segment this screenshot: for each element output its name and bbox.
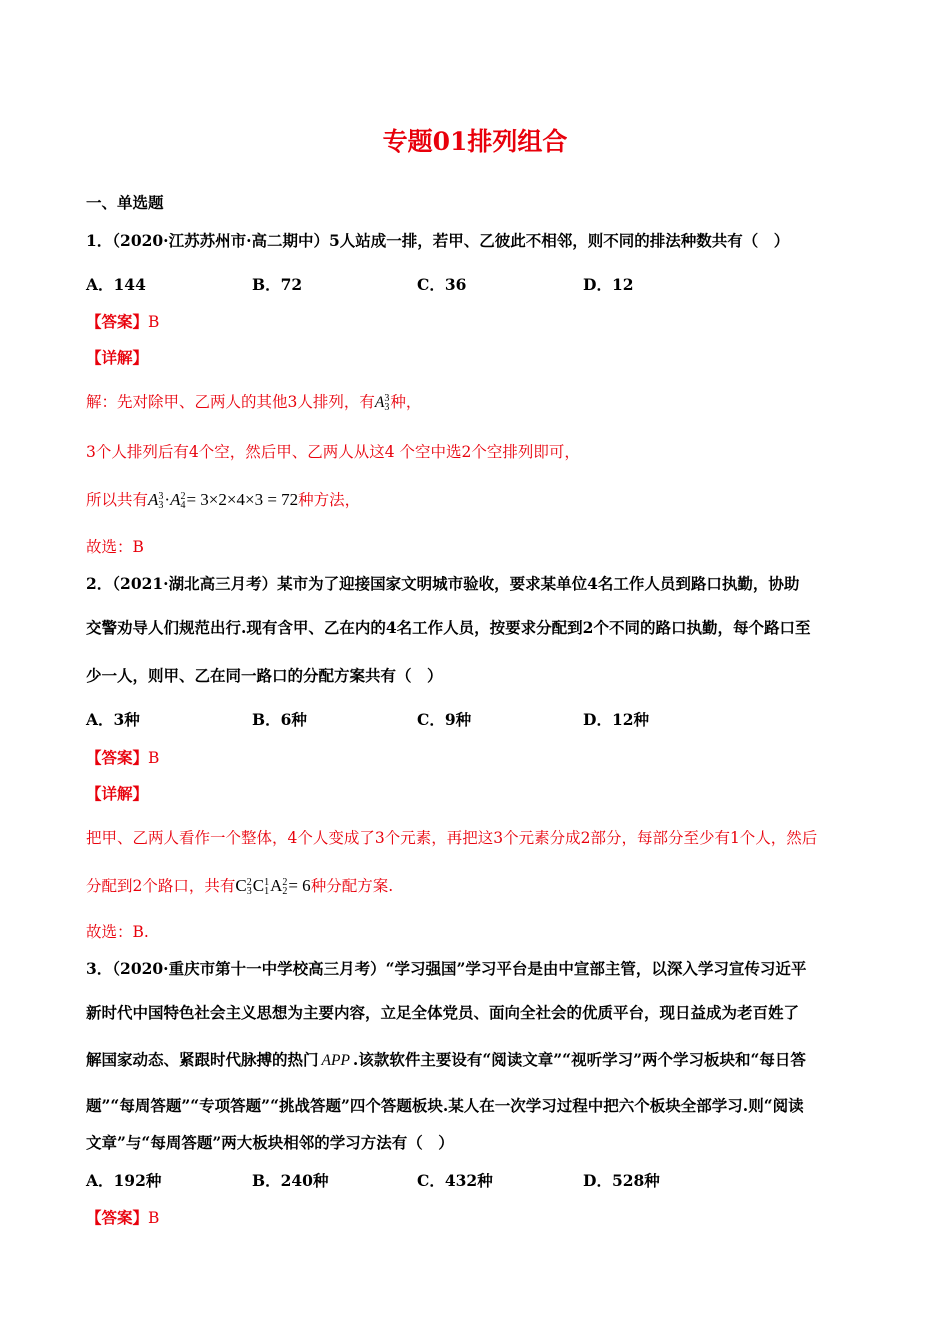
q2-stem-line1: 2．（2021·湖北高三月考）某市为了迎接国家文明城市验收，要求某单位4名工作人员到路口执勤，协助: [86, 574, 800, 593]
q1-sol1-text-end: 种，: [390, 393, 422, 411]
q3-app-math: APP: [321, 1052, 350, 1069]
q2-sol2-text-end: 种分配方案.: [310, 877, 394, 895]
q1-sol3-text: 所以共有: [86, 491, 149, 509]
q3-stem-line3: [86, 1048, 806, 1070]
q1-sol3-formula: A3 3·A2 4= 3×2×4×3 = 72: [148, 490, 299, 512]
q3-answer-value: B: [148, 1209, 160, 1227]
q3-option-b: B．240种: [252, 1171, 329, 1190]
q2-sol2-formula: C2 3C1 1A2 2= 6: [235, 876, 311, 898]
answer-label: 【答案】: [86, 1208, 149, 1227]
q1-option-d: D．12: [583, 275, 634, 294]
section-heading: 一、单选题: [86, 193, 164, 212]
q1-answer-value: B: [148, 313, 160, 331]
answer-label: 【答案】: [86, 312, 149, 331]
q1-option-a: A．144: [86, 275, 146, 294]
q2-choose: 故选：B.: [86, 923, 149, 941]
q3-option-c: C．432种: [417, 1171, 493, 1190]
q3-stem-line3-text-end: .该款软件主要设有“阅读文章”“视听学习”两个学习板块和“每日答: [352, 1050, 806, 1069]
q1-solution-line2: 3个人排列后有4个空，然后甲、乙两人从这4 个空中选2个空排列即可，: [86, 443, 580, 461]
q1-option-c: C．36: [417, 275, 467, 294]
q1-stem: 1．（2020·江苏苏州市·高二期中）5人站成一排，若甲、乙彼此不相邻，则不同的排法种数共有（ ）: [86, 231, 790, 250]
q2-option-b: B．6种: [252, 710, 307, 729]
q3-stem-line4: 题”“每周答题”“专项答题”“挑战答题”四个答题板块.某人在一次学习过程中把六个板块全部学习.则“阅读: [86, 1096, 804, 1115]
q2-sol2-text: 分配到2个路口，共有: [86, 877, 236, 895]
q2-option-a: A．3种: [86, 710, 140, 729]
q1-solution-line1: [86, 390, 421, 412]
page-title: 专题01排列组合: [382, 127, 568, 156]
q1-sol1-formula: A3 3: [374, 393, 390, 414]
q2-stem-line3: 少一人，则甲、乙在同一路口的分配方案共有（ ）: [86, 666, 443, 685]
q2-detail-label: 【详解】: [86, 784, 149, 803]
q2-stem-line2: 交警劝导人们规范出行.现有含甲、乙在内的4名工作人员，按要求分配到2个不同的路口执勤，每个路口至: [86, 618, 811, 637]
q1-sol1-text: 解：先对除甲、乙两人的其他3人排列，有: [86, 393, 375, 411]
answer-label: 【答案】: [86, 748, 149, 767]
q3-stem-line1: 3．（2020·重庆市第十一中学校高三月考）“学习强国”学习平台是由中宣部主管，以深入学习宣传习近平: [86, 959, 807, 978]
q2-option-d: D．12种: [583, 710, 650, 729]
q1-option-b: B．72: [252, 275, 303, 294]
q2-option-c: C．9种: [417, 710, 472, 729]
q1-sol3-equation: = 3×2×4×3 = 72: [186, 490, 299, 509]
q2-solution-line1: 把甲、乙两人看作一个整体，4个人变成了3个元素，再把这3个元素分成2部分，每部分至少有1个人，然后: [86, 829, 818, 847]
q2-sol2-equation: = 6: [288, 876, 311, 895]
q3-answer-line: [86, 1206, 159, 1228]
q1-sol3-text-end: 种方法，: [298, 491, 361, 509]
q1-choose: 故选：B: [86, 538, 144, 556]
q3-stem-line5: 文章”与“每周答题”两大板块相邻的学习方法有（ ）: [86, 1133, 454, 1152]
q3-option-a: A．192种: [86, 1171, 162, 1190]
q2-answer-line: [86, 746, 159, 768]
q2-answer-value: B: [148, 749, 160, 767]
q1-answer-line: [86, 310, 159, 332]
q3-option-d: D．528种: [583, 1171, 660, 1190]
q3-stem-line3-text: 解国家动态、紧跟时代脉搏的热门: [86, 1050, 319, 1069]
q1-solution-line3: [86, 488, 360, 510]
q1-detail-label: 【详解】: [86, 348, 149, 367]
q2-solution-line2: [86, 874, 393, 896]
q3-stem-line2: 新时代中国特色社会主义思想为主要内容，立足全体党员、面向全社会的优质平台，现日益成为老百姓了: [86, 1003, 800, 1022]
